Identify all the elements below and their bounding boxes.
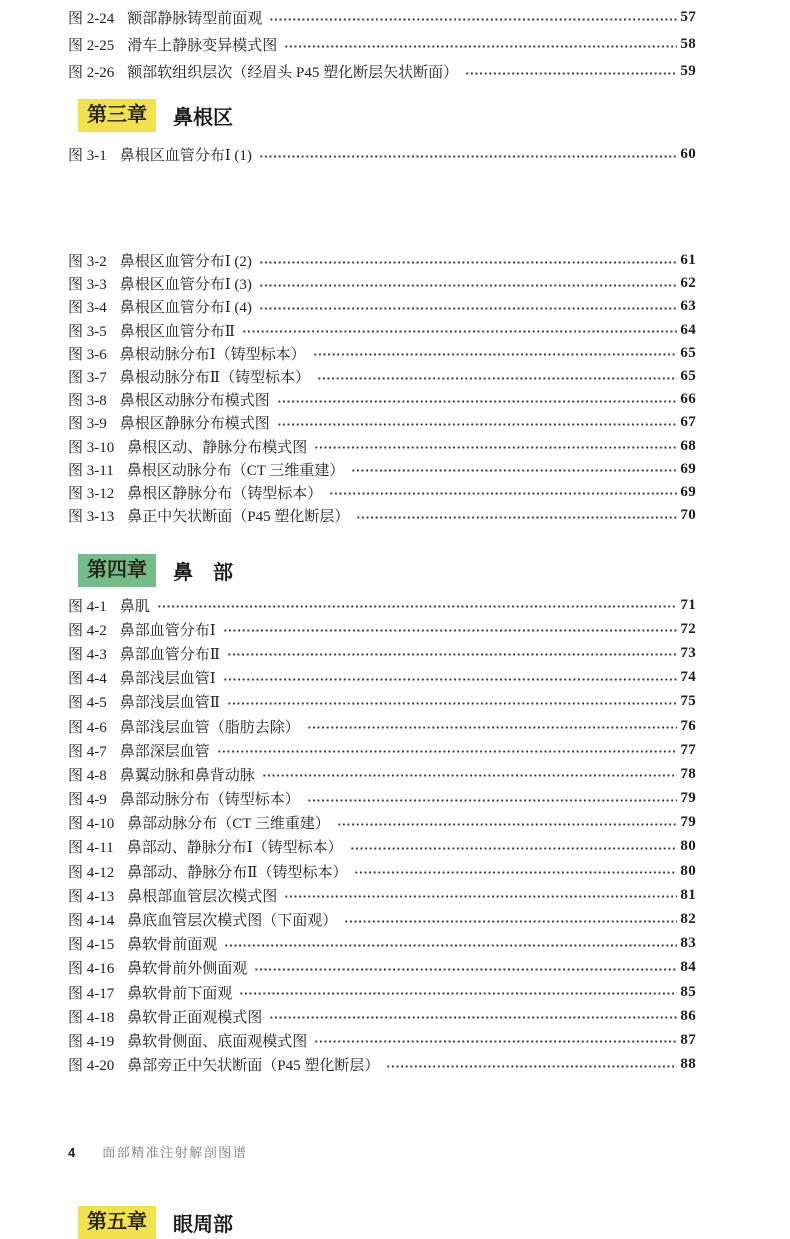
chapter4-label: 第四章 xyxy=(78,554,156,587)
dot-leader xyxy=(259,261,677,264)
figure-title: 鼻根部血管层次模式图 xyxy=(127,888,278,905)
figure-title: 鼻软骨前外侧面观 xyxy=(127,961,248,978)
toc-entry xyxy=(68,1004,696,1028)
dot-leader xyxy=(217,750,678,753)
page-number: 83 xyxy=(680,935,696,952)
page-number: 81 xyxy=(680,886,696,903)
figure-title: 鼻软骨侧面、底面观模式图 xyxy=(127,1033,308,1050)
figure-label: 图 3-13 xyxy=(68,509,115,526)
figure-title: 鼻部血管分布Ⅱ xyxy=(119,646,220,663)
dot-leader xyxy=(465,72,677,75)
page-number: 72 xyxy=(680,620,696,637)
dot-leader xyxy=(277,400,678,403)
dot-leader xyxy=(350,847,678,850)
toc-entry xyxy=(68,31,696,58)
figure-label: 图 4-12 xyxy=(68,864,115,881)
page-number: 75 xyxy=(680,693,696,710)
toc-entry xyxy=(68,504,696,527)
page-number: 80 xyxy=(680,838,696,855)
toc-entry xyxy=(68,835,696,859)
toc-entry xyxy=(68,714,696,738)
figure-title: 鼻软骨前下面观 xyxy=(127,985,233,1002)
dot-leader xyxy=(354,871,677,874)
page-number: 62 xyxy=(680,275,696,292)
dot-leader xyxy=(224,944,677,947)
dot-leader xyxy=(223,678,678,681)
chapter3-entry-list xyxy=(68,249,696,527)
page-number: 74 xyxy=(680,669,696,686)
dot-leader xyxy=(314,1040,677,1043)
figure-title: 鼻根区动、静脉分布模式图 xyxy=(127,439,308,456)
toc-entry xyxy=(68,481,696,504)
toc-entry xyxy=(68,956,696,980)
figure-title: 鼻根区血管分布Ⅰ (4) xyxy=(119,300,252,317)
toc-entry xyxy=(68,249,696,272)
chapter3-label: 第三章 xyxy=(78,99,156,132)
dot-leader xyxy=(356,516,677,519)
figure-label: 图 4-11 xyxy=(68,840,114,857)
toc-entry xyxy=(68,883,696,907)
toc-entry xyxy=(68,617,696,641)
chapter3-heading xyxy=(78,99,233,132)
toc-entry xyxy=(68,738,696,762)
figure-label: 图 3-4 xyxy=(68,300,107,317)
page-number: 76 xyxy=(680,717,696,734)
figure-label: 图 4-4 xyxy=(68,671,107,688)
chapter5-title: 眼周部 xyxy=(173,1214,233,1236)
dot-leader xyxy=(307,799,678,802)
page-number: 71 xyxy=(680,596,696,613)
toc-entry xyxy=(68,811,696,835)
page-number: 68 xyxy=(680,437,696,454)
page-number: 78 xyxy=(680,765,696,782)
figure-label: 图 2-24 xyxy=(68,11,115,27)
figure-label: 图 2-26 xyxy=(68,65,115,81)
figure-title: 鼻部浅层血管Ⅰ xyxy=(119,671,216,688)
toc-entry xyxy=(68,411,696,434)
toc-entry xyxy=(68,859,696,883)
toc-entry xyxy=(68,980,696,1004)
figure-title: 鼻根区血管分布Ⅰ (3) xyxy=(119,277,252,294)
dot-leader xyxy=(223,629,678,632)
figure-label: 图 3-6 xyxy=(68,346,107,363)
figure-title: 鼻根区血管分布Ⅰ (2) xyxy=(119,254,252,271)
toc-entry xyxy=(68,787,696,811)
toc-entry xyxy=(68,907,696,931)
figure-label: 图 3-9 xyxy=(68,416,107,433)
figure-label: 图 4-16 xyxy=(68,961,115,978)
figure-title: 鼻根区静脉分布（铸型标本） xyxy=(127,485,323,502)
toc-entry xyxy=(68,388,696,411)
figure-title: 鼻肌 xyxy=(119,598,150,615)
chapter4-title: 鼻 部 xyxy=(173,562,233,584)
chapter5-label: 第五章 xyxy=(78,1206,156,1239)
figure-title: 鼻部浅层血管Ⅱ xyxy=(119,695,220,712)
figure-label: 图 3-1 xyxy=(68,148,107,164)
figure-title: 鼻部深层血管 xyxy=(119,743,210,760)
dot-leader xyxy=(329,492,677,495)
figure-label: 图 3-12 xyxy=(68,485,115,502)
figure-title: 鼻正中矢状断面（P45 塑化断层） xyxy=(127,509,350,526)
page-number: 58 xyxy=(680,36,696,52)
figure-label: 图 3-2 xyxy=(68,254,107,271)
figure-title: 鼻根区血管分布Ⅱ xyxy=(119,323,235,340)
figure-label: 图 2-25 xyxy=(68,38,115,54)
chapter3-title: 鼻根区 xyxy=(173,107,233,129)
dot-leader xyxy=(314,446,677,449)
dot-leader xyxy=(337,823,677,826)
toc-entry xyxy=(68,4,696,31)
dot-leader xyxy=(262,774,678,777)
figure-label: 图 3-7 xyxy=(68,370,107,387)
page-number: 67 xyxy=(680,414,696,431)
dot-leader xyxy=(284,45,677,48)
figure-label: 图 4-1 xyxy=(68,598,107,615)
page-number: 65 xyxy=(680,344,696,361)
page-number: 59 xyxy=(680,63,696,79)
page-number: 57 xyxy=(680,9,696,25)
figure-title: 额部软组织层次（经眉头 P45 塑化断层矢状断面） xyxy=(127,65,459,81)
figure-title: 鼻根区动脉分布模式图 xyxy=(119,393,270,410)
figure-title: 鼻底血管层次模式图（下面观） xyxy=(127,913,338,930)
page-number: 85 xyxy=(680,983,696,1000)
page-number: 63 xyxy=(680,298,696,315)
page-number: 82 xyxy=(680,911,696,928)
page-number: 61 xyxy=(680,252,696,269)
page-number: 64 xyxy=(680,321,696,338)
page-number: 69 xyxy=(680,460,696,477)
figure-title: 鼻部浅层血管（脂肪去除） xyxy=(119,719,300,736)
dot-leader xyxy=(259,307,677,310)
figure-title: 鼻根动脉分布Ⅰ（铸型标本） xyxy=(119,346,306,363)
page-number: 84 xyxy=(680,959,696,976)
toc-entry xyxy=(68,762,696,786)
toc-entry xyxy=(68,641,696,665)
dot-leader xyxy=(307,726,678,729)
figure-title: 鼻软骨前面观 xyxy=(127,937,218,954)
dot-leader xyxy=(269,18,677,21)
chapter4-entry-list xyxy=(68,593,696,1077)
figure-label: 图 4-20 xyxy=(68,1058,115,1075)
chapter3-first-entry-list xyxy=(68,141,696,168)
toc-entry xyxy=(68,593,696,617)
figure-label: 图 4-18 xyxy=(68,1009,115,1026)
page-number: 86 xyxy=(680,1007,696,1024)
page-number: 88 xyxy=(680,1056,696,1073)
page-number: 65 xyxy=(680,368,696,385)
dot-leader xyxy=(157,605,678,608)
figure-title: 鼻部动脉分布（CT 三维重建） xyxy=(127,816,330,833)
figure-title: 鼻部血管分布Ⅰ xyxy=(119,622,216,639)
dot-leader xyxy=(313,353,678,356)
toc-entry xyxy=(68,272,696,295)
dot-leader xyxy=(284,895,677,898)
figure-label: 图 4-9 xyxy=(68,792,107,809)
figure-label: 图 4-8 xyxy=(68,767,107,784)
toc-entry xyxy=(68,458,696,481)
toc-entry xyxy=(68,365,696,388)
toc-entry xyxy=(68,58,696,85)
figure-title: 鼻部旁正中矢状断面（P45 塑化断层） xyxy=(127,1058,380,1075)
dot-leader xyxy=(386,1065,677,1068)
page-number: 79 xyxy=(680,790,696,807)
figure-title: 鼻部动、静脉分布Ⅰ（铸型标本） xyxy=(126,840,343,857)
dot-leader xyxy=(259,284,677,287)
figure-title: 鼻根动脉分布Ⅱ（铸型标本） xyxy=(119,370,310,387)
figure-title: 鼻翼动脉和鼻背动脉 xyxy=(119,767,255,784)
figure-title: 鼻根区静脉分布模式图 xyxy=(119,416,270,433)
page-number: 87 xyxy=(680,1031,696,1048)
dot-leader xyxy=(277,423,678,426)
page-number: 66 xyxy=(680,391,696,408)
figure-label: 图 4-5 xyxy=(68,695,107,712)
figure-title: 滑车上静脉变异模式图 xyxy=(127,38,278,54)
dot-leader xyxy=(259,155,677,158)
figure-title: 鼻根区血管分布Ⅰ (1) xyxy=(119,148,252,164)
dot-leader xyxy=(269,1016,677,1019)
page-number: 79 xyxy=(680,814,696,831)
toc-entry xyxy=(68,295,696,318)
figure-label: 图 4-13 xyxy=(68,888,115,905)
page-footer xyxy=(68,1142,247,1161)
figure-title: 鼻软骨正面观模式图 xyxy=(127,1009,263,1026)
figure-label: 图 4-17 xyxy=(68,985,115,1002)
figure-label: 图 3-10 xyxy=(68,439,115,456)
page-number: 70 xyxy=(680,507,696,524)
footer-book-title: 面部精准注射解剖图谱 xyxy=(102,1145,248,1160)
dot-leader xyxy=(239,992,677,995)
figure-label: 图 4-7 xyxy=(68,743,107,760)
figure-label: 图 3-3 xyxy=(68,277,107,294)
page-number: 80 xyxy=(680,862,696,879)
figure-title: 鼻根区动脉分布（CT 三维重建） xyxy=(126,462,345,479)
figure-label: 图 4-19 xyxy=(68,1033,115,1050)
figure-title: 鼻部动脉分布（铸型标本） xyxy=(119,792,300,809)
figure-label: 图 3-11 xyxy=(68,462,114,479)
toc-entry xyxy=(68,319,696,342)
dot-leader xyxy=(344,920,677,923)
footer-page-number: 4 xyxy=(68,1145,76,1160)
toc-entry xyxy=(68,1053,696,1077)
figure-label: 图 3-8 xyxy=(68,393,107,410)
dot-leader xyxy=(227,702,677,705)
toc-entry xyxy=(68,342,696,365)
toc-entry xyxy=(68,666,696,690)
dot-leader xyxy=(254,968,677,971)
figure-label: 图 4-6 xyxy=(68,719,107,736)
figure-label: 图 4-15 xyxy=(68,937,115,954)
dot-leader xyxy=(317,377,677,380)
toc-entry xyxy=(68,1028,696,1052)
toc-entry xyxy=(68,141,696,168)
figure-label: 图 4-2 xyxy=(68,622,107,639)
figure-label: 图 3-5 xyxy=(68,323,107,340)
chapter4-heading xyxy=(78,554,233,587)
chapter2-entry-list xyxy=(68,4,696,85)
toc-entry xyxy=(68,932,696,956)
dot-leader xyxy=(351,469,677,472)
page-number: 60 xyxy=(680,146,696,162)
page-number: 69 xyxy=(680,483,696,500)
dot-leader xyxy=(227,653,677,656)
chapter5-heading-partial xyxy=(78,1206,233,1239)
figure-label: 图 4-3 xyxy=(68,646,107,663)
figure-label: 图 4-10 xyxy=(68,816,115,833)
figure-label: 图 4-14 xyxy=(68,913,115,930)
dot-leader xyxy=(242,330,677,333)
toc-entry xyxy=(68,690,696,714)
toc-entry xyxy=(68,435,696,458)
figure-title: 额部静脉铸型前面观 xyxy=(127,11,263,27)
page-number: 73 xyxy=(680,644,696,661)
page-number: 77 xyxy=(680,741,696,758)
figure-title: 鼻部动、静脉分布Ⅱ（铸型标本） xyxy=(127,864,348,881)
